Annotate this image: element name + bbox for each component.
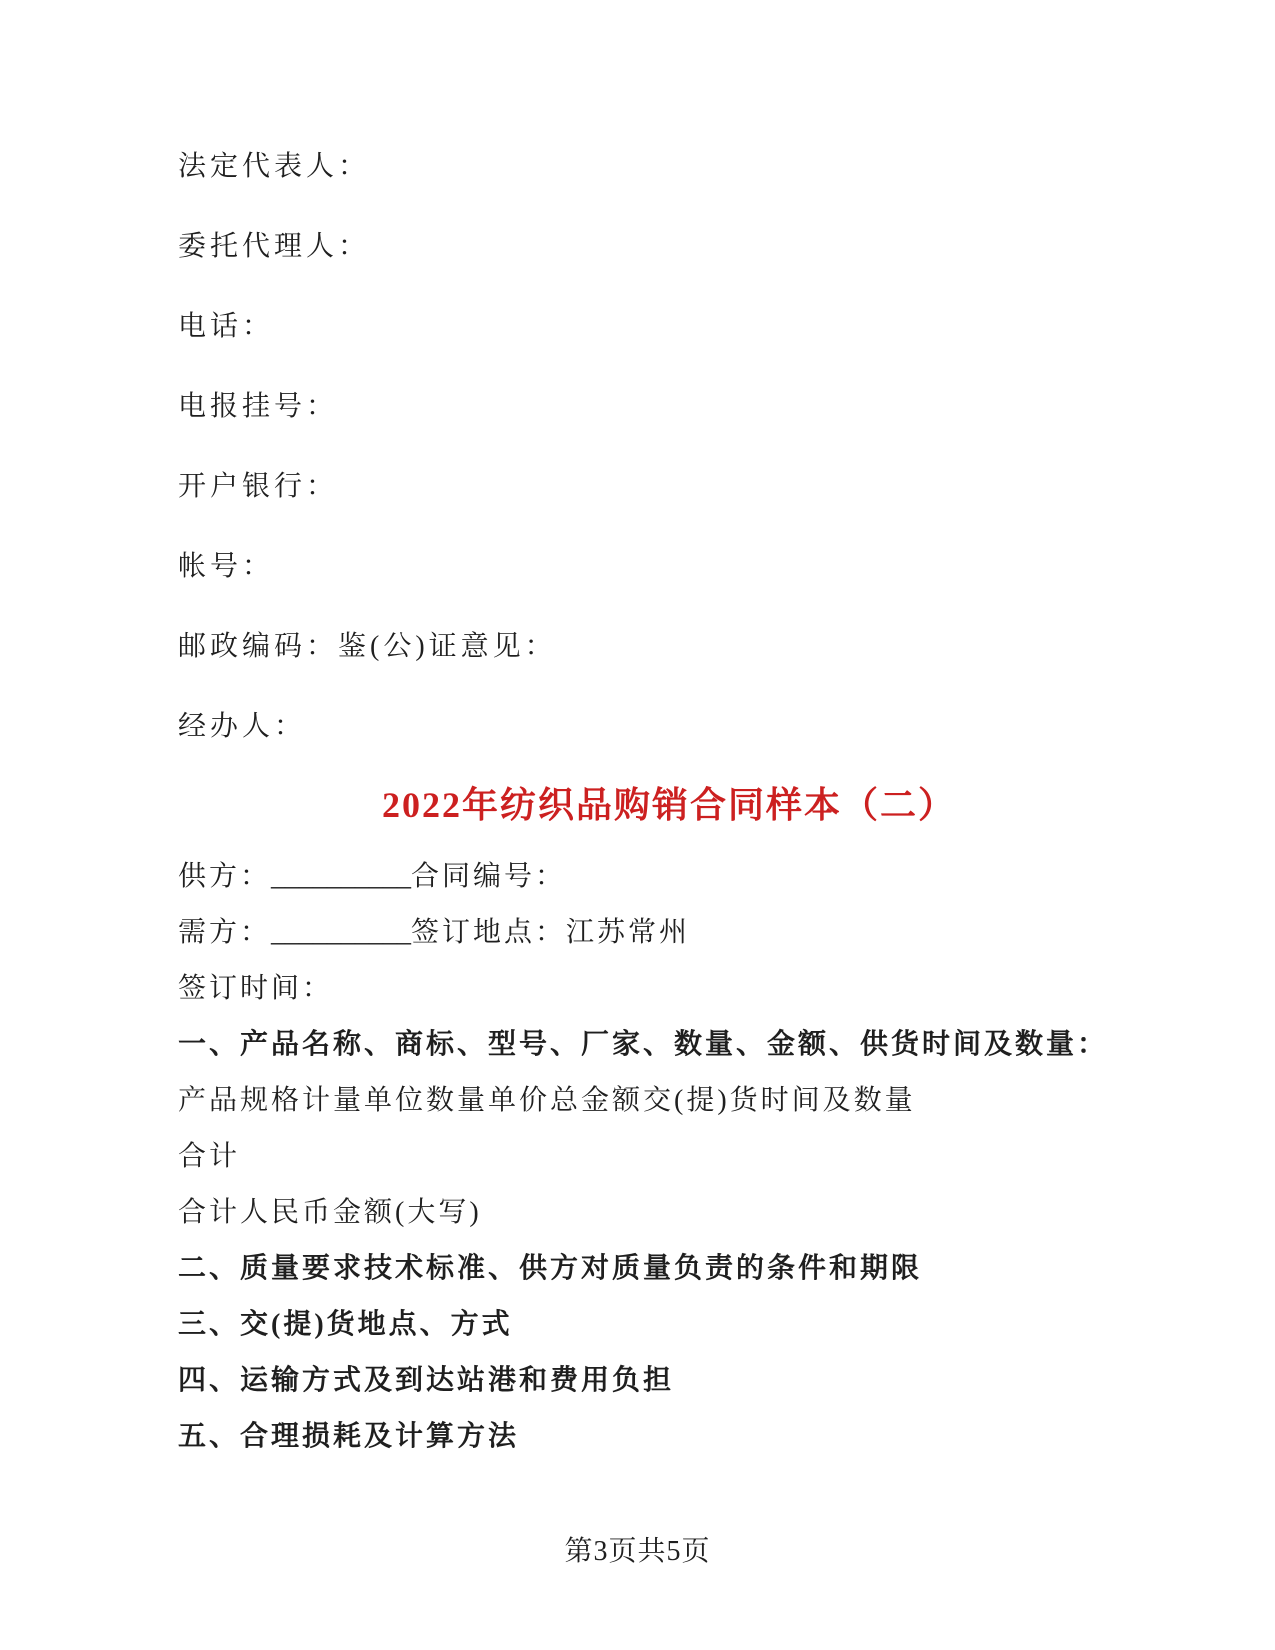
- field-phone: 电话：: [178, 311, 275, 342]
- field-entrusted-agent: 委托代理人：: [178, 231, 371, 262]
- line-sign-time: [178, 961, 1130, 1017]
- heading-4-transport: 四、运输方式及到达站港和费用负担: [178, 1365, 675, 1396]
- field-account-number: 帐号：: [178, 551, 275, 582]
- parties-section: [178, 849, 1130, 1017]
- contact-fields-section: [178, 127, 1130, 767]
- page-indicator: 第3页共5页: [564, 1536, 711, 1567]
- line-total-amount-words: 合计人民币金额(大写): [178, 1197, 482, 1228]
- sign-time-label: 签订时间：: [178, 973, 334, 1004]
- supplier-label: 供方：: [178, 861, 272, 892]
- contract-no-label: 合同编号：: [411, 861, 567, 892]
- sign-place-label: 签订地点：: [411, 917, 567, 948]
- field-legal-representative: 法定代表人：: [178, 151, 371, 182]
- supplier-blank: __________: [271, 861, 412, 892]
- page-footer: [0, 1532, 1275, 1572]
- field-postal-code-notary-opinion: 邮政编码：鉴(公)证意见：: [178, 631, 557, 662]
- field-telegraph-number: 电报挂号：: [178, 391, 339, 422]
- heading-2-quality: 二、质量要求技术标准、供方对质量负责的条件和期限: [178, 1253, 923, 1284]
- heading-5-loss-calculation: 五、合理损耗及计算方法: [178, 1421, 520, 1452]
- line-total: 合计: [178, 1141, 241, 1172]
- line-buyer: [178, 905, 1130, 961]
- clauses-section: [178, 1017, 1130, 1465]
- line-supplier: [178, 849, 1130, 905]
- field-bank: 开户银行：: [178, 471, 339, 502]
- buyer-label: 需方：: [178, 917, 272, 948]
- heading-1-product-info: 一、产品名称、商标、型号、厂家、数量、金额、供货时间及数量：: [178, 1029, 1109, 1060]
- buyer-blank: __________: [271, 917, 412, 948]
- contract-title: 2022年纺织品购销合同样本（二）: [381, 785, 956, 825]
- line-product-spec-columns: 产品规格计量单位数量单价总金额交(提)货时间及数量: [178, 1085, 916, 1116]
- heading-3-delivery: 三、交(提)货地点、方式: [178, 1309, 513, 1340]
- field-handler: 经办人：: [178, 711, 307, 742]
- document-content: [178, 0, 1130, 1465]
- sign-place-value: 江苏常州: [566, 917, 691, 948]
